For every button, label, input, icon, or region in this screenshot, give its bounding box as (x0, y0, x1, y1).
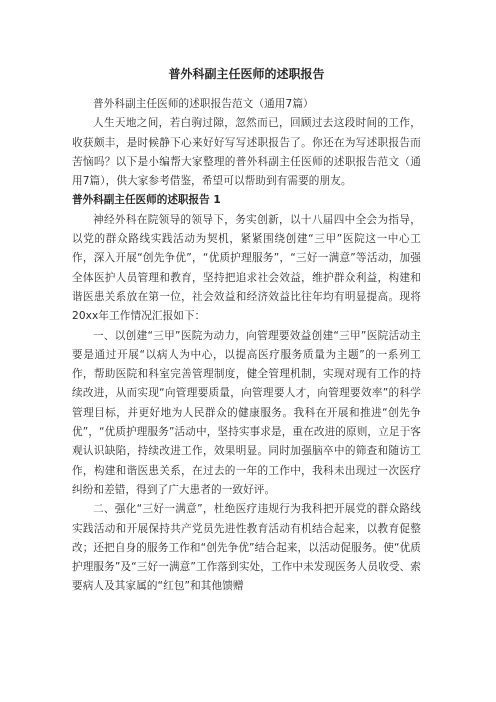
body-paragraph: 神经外科在院领导的领导下，务实创新，以十八届四中全会为指导，以党的群众路线实践活动为契机，紧紧围绕创建“三甲”医院这一中心工作，深入开展“创先争优”，“优质护理服务”，“三好一满意”等活动，加强全体医护人员管理和教育，坚持把追求社会效益，维护群众利益，构建和谐医患关系放在第一位，社会效益和经济效益比往年均有明显提高。现将20xx年工作情况汇报如下： (72, 213, 421, 323)
section-heading: 普外科副主任医师的述职报告 1 (72, 194, 221, 207)
intro-paragraph: 人生天地之间，若白驹过隙，忽然而已，回顾过去这段时间的工作，收获颇丰，是时候静下心来好好写写述职报告了。你还在为写述职报告而苦恼吗？以下是小编帮大家整理的普外科副主任医师的述职报告范文（通用7篇），供大家参考借鉴，希望可以帮助到有需要的朋友。 (72, 117, 421, 188)
document-subtitle: 普外科副主任医师的述职报告范文（通用7篇） (93, 98, 314, 110)
body-paragraph: 二、强化“三好一满意”，杜绝医疗违规行为我科把开展党的群众路线实践活动和开展保持共产党员先进性教育活动有机结合起来，以教育促整改；还把自身的服务工作和“创先争优”结合起来，以活动促服务。使“优质护理服务”及“三好一满意”工作落到实处，工作中未发现医务人员收受、索要病人及其家属的“红包”和其他馈赠 (72, 503, 421, 593)
document-title: 普外科副主任医师的述职报告 (168, 67, 325, 81)
body-paragraph: 一、以创建“三甲”医院为动力，向管理要效益创建“三甲”医院活动主要是通过开展“以病人为中心，以提高医疗服务质量为主题”的一系列工作，帮助医院和科室完善管理制度，健全管理机制，实现对现有工作的持续改进，从而实现“向管理要质量，向管理要人才，向管理要效率”的科学管理目标，并更好地为人民群众的健康服务。我科在开展和推进“创先争优”，“优质护理服务”活动中，坚持实事求是，重在改进的原则，立足于客观认识缺陷，持续改进工作，效果明显。同时加强脑卒中的筛查和随访工作，构建和谐医患关系，在过去的一年的工作中，我科未出现过一次医疗纠纷和差错，得到了广大患者的一致好评。 (72, 329, 421, 496)
